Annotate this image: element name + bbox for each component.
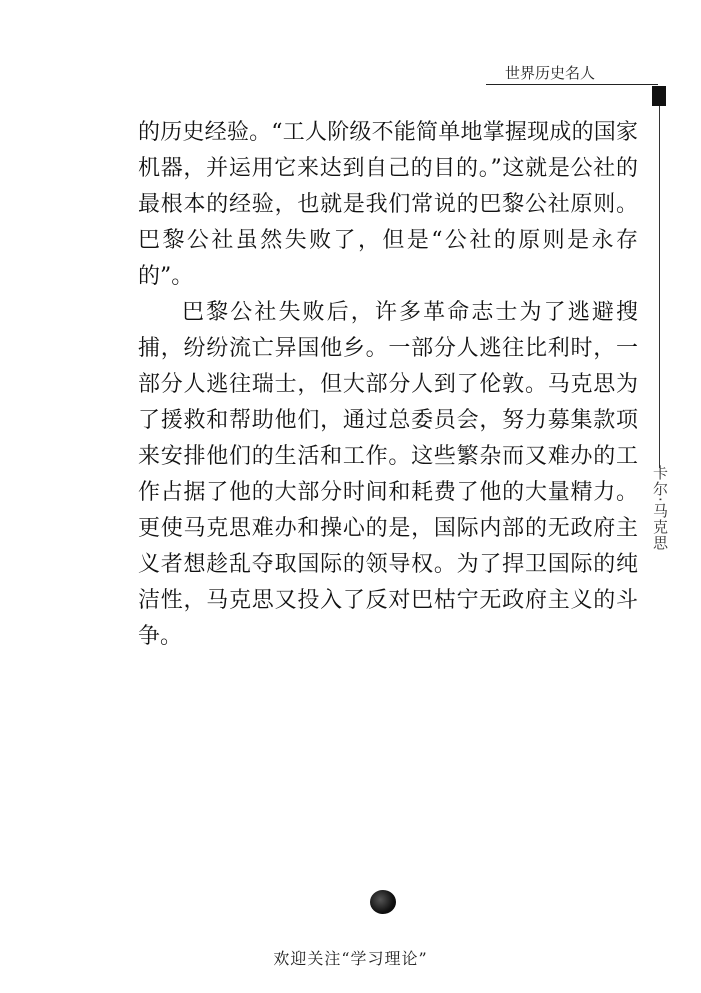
header-rule xyxy=(486,84,658,85)
side-chapter-title: 卡尔·马克思 xyxy=(651,465,669,551)
paragraph-1: 的历史经验。“工人阶级不能简单地掌握现成的国家机器，并运用它来达到自己的目的。”这就是公社的最根本的经验，也就是我们常说的巴黎公社原则。巴黎公社虽然失败了，但是“公社的原则是永存的”。 xyxy=(138,120,638,289)
running-head: 世界历史名人 xyxy=(505,64,596,82)
body-text xyxy=(138,115,638,655)
side-rule xyxy=(659,106,660,468)
paragraph-2: 巴黎公社失败后，许多革命志士为了逃避搜捕，纷纷流亡异国他乡。一部分人逃往比利时，一部分人逃往瑞士，但大部分人到了伦敦。马克思为了援救和帮助他们，通过总委员会，努力募集款项来安排他们的生活和工作。这些繁杂而又难办的工作占据了他的大部分时间和耗费了他的大量精力。更使马克思难办和操心的是，国际内部的无政府主义者想趁乱夺取国际的领导权。为了捍卫国际的纯洁性，马克思又投入了反对巴枯宁无政府主义的斗争。 xyxy=(138,300,638,649)
footer-note: 欢迎关注“学习理论” xyxy=(273,949,428,968)
page-ornament xyxy=(370,890,396,914)
header-corner-block xyxy=(652,86,666,106)
